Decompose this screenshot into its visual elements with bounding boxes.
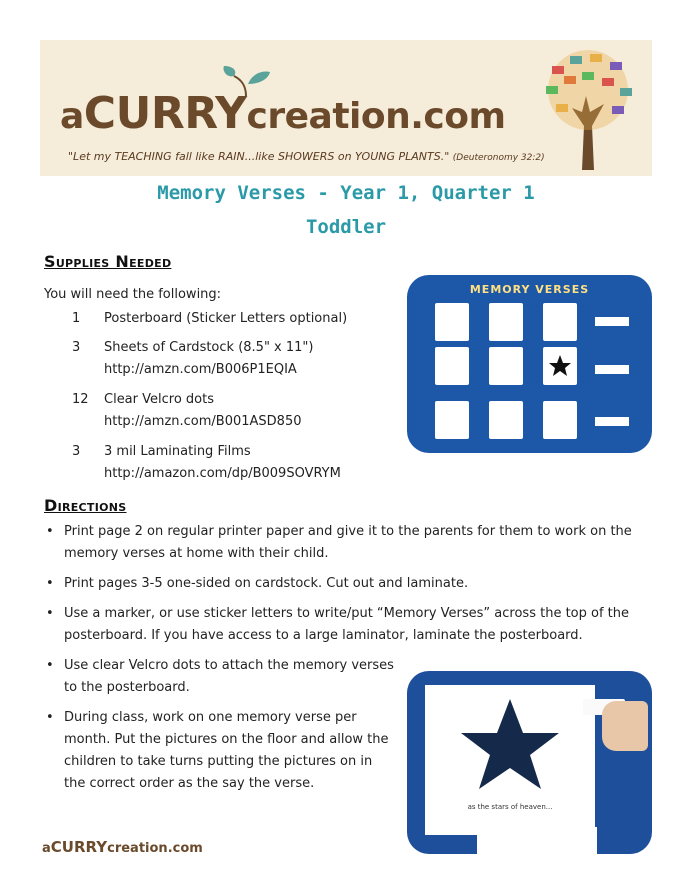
supply-qty: 3 [72,340,81,355]
logo-name: CURRY [83,88,247,139]
board-strip [595,417,629,426]
supply-name: Clear Velcro dots [104,392,214,407]
memory-board-photo [407,275,652,453]
board-card [543,401,577,439]
star-icon [425,685,595,795]
board-card [489,303,523,341]
logo-suffix: creation.com [246,96,506,137]
book-tree-icon [532,46,644,170]
logo [60,88,506,139]
footer-logo-name: CURRY [50,838,108,856]
direction-item: • Use a marker, or use sticker letters to write/put “Memory Verses” across the top of the posterboard. If you have access to a large laminator, laminate the posterboard. [44,603,664,647]
star-card-photo [407,671,652,854]
board-title: MEMORY VERSES [469,283,590,296]
board-card [489,347,523,385]
motto-reference: (Deuteronomy 32:2) [452,153,545,163]
supply-name: Posterboard (Sticker Letters optional) [104,311,348,326]
footer-logo-prefix: a [42,841,51,856]
supply-link[interactable]: http://amazon.com/dp/B009SOVRYM [104,466,341,481]
header-banner [40,40,652,176]
star-card [425,685,595,835]
direction-item: • Print pages 3-5 one-sided on cardstock. Cut out and laminate. [44,573,664,595]
star-card-caption: as the stars of heaven... [467,803,553,811]
supply-link[interactable]: http://amzn.com/B006P1EQIA [104,362,297,377]
board-card [543,347,577,385]
direction-item: • During class, work on one memory verse per month. Put the pictures on the floor and allow the children to take turns putting the pictures on in the correct order as the say the verse. [44,707,394,795]
supplies-heading: Supplies Needed [44,252,172,271]
footer-logo-suffix: creation.com [107,841,203,856]
supply-qty: 1 [72,311,81,326]
logo-prefix: a [60,96,84,137]
board-card [435,303,469,341]
motto [68,150,545,163]
board-strip [595,365,629,374]
hand-image [602,701,648,751]
card-edge [477,827,597,854]
board-card [435,347,469,385]
supply-link[interactable]: http://amzn.com/B001ASD850 [104,414,302,429]
footer-logo [42,838,203,856]
board-card [543,303,577,341]
supply-qty: 3 [72,444,81,459]
directions-heading: Directions [44,496,127,515]
board-strip [595,317,629,326]
direction-item: • Print page 2 on regular printer paper and give it to the parents for them to work on the memory verses at home with their child. [44,521,664,565]
star-icon [543,347,577,385]
motto-text: "Let my TEACHING fall like RAIN...like SHOWERS on YOUNG PLANTS." [68,150,450,163]
supply-qty: 12 [72,392,89,407]
board-card [435,401,469,439]
board-card [489,401,523,439]
supply-name: Sheets of Cardstock (8.5" x 11") [104,340,314,355]
supplies-intro: You will need the following: [44,287,222,302]
page-title: Memory Verses - Year 1, Quarter 1 [157,182,535,204]
direction-item: • Use clear Velcro dots to attach the memory verses to the posterboard. [44,655,394,699]
supply-name: 3 mil Laminating Films [104,444,251,459]
page-subtitle: Toddler [305,216,387,238]
